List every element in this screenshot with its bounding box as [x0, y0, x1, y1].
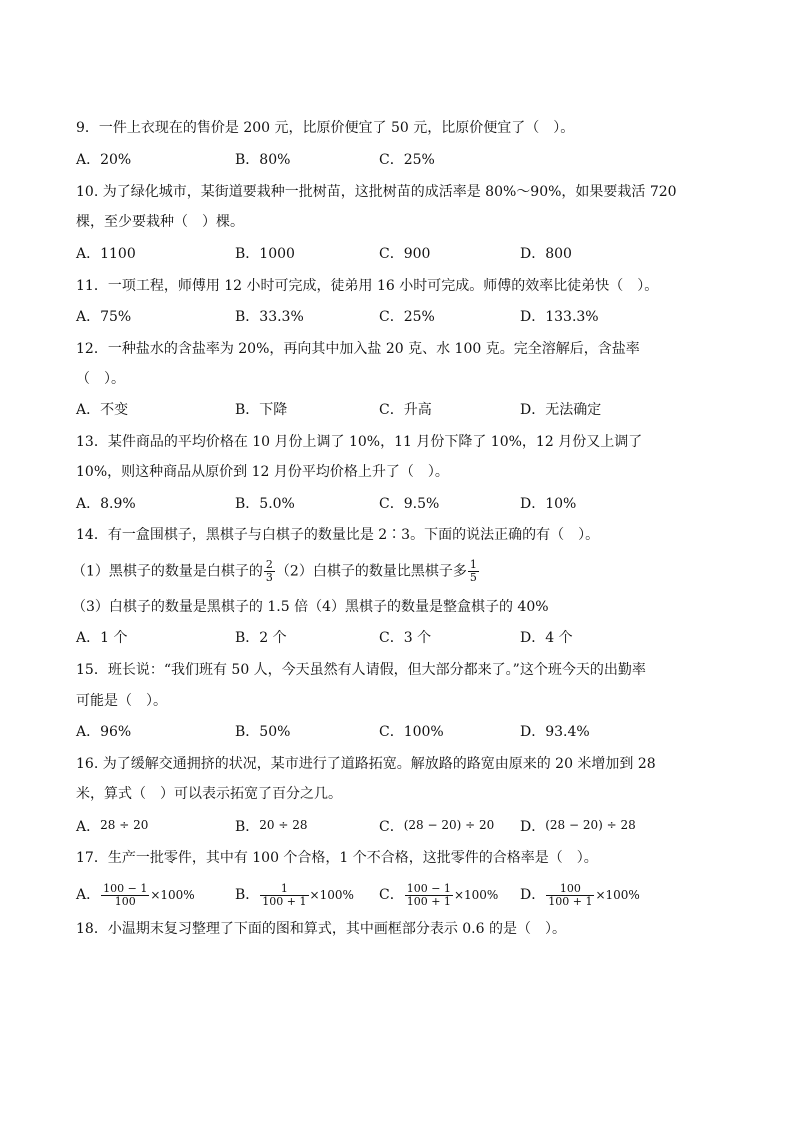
- question-15-line-2: 可能是（ ）。: [76, 693, 167, 709]
- option-letter: A．: [76, 819, 101, 835]
- q11-option-a: A．75%: [76, 309, 132, 325]
- question-16-line-1: 16. 为了缓解交通拥挤的状况，某市进行了道路拓宽。解放路的路宽由原来的 20 米增加到 28: [76, 756, 656, 772]
- fraction-numerator: 2: [265, 558, 273, 571]
- q14-statement-2: （2）白棋子的数量比黑棋子多: [275, 563, 467, 580]
- q17-option-b: [235, 878, 354, 912]
- option-expression: 20 ÷ 28: [259, 818, 308, 832]
- percent-multiplier: ×100%: [309, 888, 354, 902]
- percent-multiplier: ×100%: [595, 888, 640, 902]
- q14-statements-line-2: （3）白棋子的数量是黑棋子的 1.5 倍（4）黑棋子的数量是整盒棋子的 40%: [72, 599, 549, 615]
- fraction-denominator: 5: [469, 571, 477, 584]
- percent-multiplier: ×100%: [150, 888, 195, 902]
- q15-option-c: C．100%: [379, 724, 444, 740]
- q9-option-c: C．25%: [379, 152, 435, 168]
- q12-option-d: D．无法确定: [520, 402, 602, 418]
- option-letter: C．: [379, 819, 404, 835]
- fraction-denominator: 3: [265, 571, 273, 584]
- q16-option-b: [235, 815, 308, 837]
- q10-option-c: C．900: [379, 246, 431, 262]
- q14-option-d: D．4 个: [520, 630, 573, 646]
- fraction-numerator: 100 − 1: [406, 881, 451, 895]
- q14-option-b: B．2 个: [235, 630, 287, 646]
- q13-option-a: A．8.9%: [76, 496, 136, 512]
- q15-option-a: A．96%: [76, 724, 132, 740]
- q17-option-d: [520, 878, 640, 912]
- q15-option-b: B．50%: [235, 724, 291, 740]
- q15-option-d: D．93.4%: [520, 724, 590, 740]
- q16-option-a: [76, 815, 148, 837]
- question-13-line-1: 13．某件商品的平均价格在 10 月份上调了 10%，11 月份下降了 10%，12 月份又上调了: [76, 434, 643, 450]
- q14-fraction-two-thirds: [264, 559, 275, 584]
- question-12-line-2: （ ）。: [76, 371, 125, 387]
- q14-fraction-one-fifth: [468, 559, 479, 584]
- option-letter: C．: [379, 887, 404, 903]
- q9-option-b: B．80%: [235, 152, 291, 168]
- option-letter: D．: [520, 887, 546, 903]
- question-13-line-2: 10%，则这种商品从原价到 12 月份平均价格上升了（ ）。: [76, 464, 449, 480]
- fraction-numerator: 1: [260, 883, 308, 896]
- q12-option-c: C．升高: [379, 402, 432, 418]
- question-16-line-2: 米，算式（ ）可以表示拓宽了百分之几。: [76, 786, 342, 802]
- question-18: 18．小温期末复习整理了下面的图和算式，其中画框部分表示 0.6 的是（ ）。: [76, 921, 566, 937]
- option-letter: B．: [235, 887, 260, 903]
- q16-option-d: [520, 815, 636, 837]
- q17-option-c: [379, 878, 498, 912]
- q9-option-a: A．20%: [76, 152, 132, 168]
- q11-option-d: D．133.3%: [520, 309, 599, 325]
- fraction-denominator: 100 + 1: [548, 894, 593, 908]
- fraction-denominator: 100 + 1: [262, 894, 307, 908]
- fraction-numerator: 1: [469, 558, 477, 571]
- q12-option-a: A．不变: [76, 402, 129, 418]
- percent-multiplier: ×100%: [453, 888, 499, 902]
- question-15-line-1: 15．班长说：“我们班有 50 人，今天虽然有人请假，但大部分都来了。”这个班今天的出勤率: [76, 662, 646, 678]
- question-10-line-2: 棵，至少要栽种（ ）棵。: [76, 214, 244, 230]
- q17-fraction: [546, 883, 594, 908]
- q13-option-d: D．10%: [520, 496, 577, 512]
- fraction-denominator: 100: [114, 894, 136, 908]
- q13-option-b: B．5.0%: [235, 496, 295, 512]
- question-10-line-1: 10. 为了绿化城市，某街道要栽种一批树苗，这批树苗的成活率是 80%～90%，如果要栽活 720: [76, 184, 677, 200]
- q14-statement-1: （1）黑棋子的数量是白棋子的: [72, 563, 263, 580]
- option-expression: (28 − 20) ÷ 28: [545, 818, 636, 832]
- q17-option-a: [76, 878, 195, 912]
- question-12-line-1: 12．一种盐水的含盐率为 20%，再向其中加入盐 20 克、水 100 克。完全溶解后，含盐率: [76, 341, 640, 357]
- q17-fraction: [405, 883, 453, 908]
- question-14: 14．有一盒围棋子，黑棋子与白棋子的数量比是 2∶3。下面的说法正确的有（ ）。: [76, 527, 600, 543]
- question-17: 17．生产一批零件，其中有 100 个合格，1 个不合格，这批零件的合格率是（ ）。: [76, 850, 598, 866]
- q11-option-b: B．33.3%: [235, 309, 304, 325]
- q17-fraction: [260, 883, 308, 908]
- option-letter: B．: [235, 819, 260, 835]
- q14-option-a: A．1 个: [76, 630, 128, 646]
- fraction-numerator: 100 − 1: [103, 881, 148, 895]
- q10-option-d: D．800: [520, 246, 572, 262]
- option-expression: 28 ÷ 20: [100, 818, 149, 832]
- question-11: 11．一项工程，师傅用 12 小时可完成，徒弟用 16 小时可完成。师傅的效率比徒弟快（ ）。: [76, 278, 659, 294]
- q11-option-c: C．25%: [379, 309, 435, 325]
- q17-fraction: [101, 883, 149, 908]
- q14-option-c: C．3 个: [379, 630, 432, 646]
- q14-statements-line-1: [72, 559, 480, 584]
- option-letter: A．: [76, 887, 101, 903]
- fraction-numerator: 100: [546, 883, 594, 896]
- q10-option-b: B．1000: [235, 246, 295, 262]
- question-9: 9．一件上衣现在的售价是 200 元，比原价便宜了 50 元，比原价便宜了（ ）。: [76, 120, 575, 136]
- q12-option-b: B．下降: [235, 402, 288, 418]
- option-letter: D．: [520, 819, 546, 835]
- fraction-denominator: 100 + 1: [406, 894, 451, 908]
- q10-option-a: A．1100: [76, 246, 136, 262]
- option-expression: (28 − 20) ÷ 20: [403, 818, 495, 832]
- q13-option-c: C．9.5%: [379, 496, 440, 512]
- q16-option-c: [379, 815, 494, 837]
